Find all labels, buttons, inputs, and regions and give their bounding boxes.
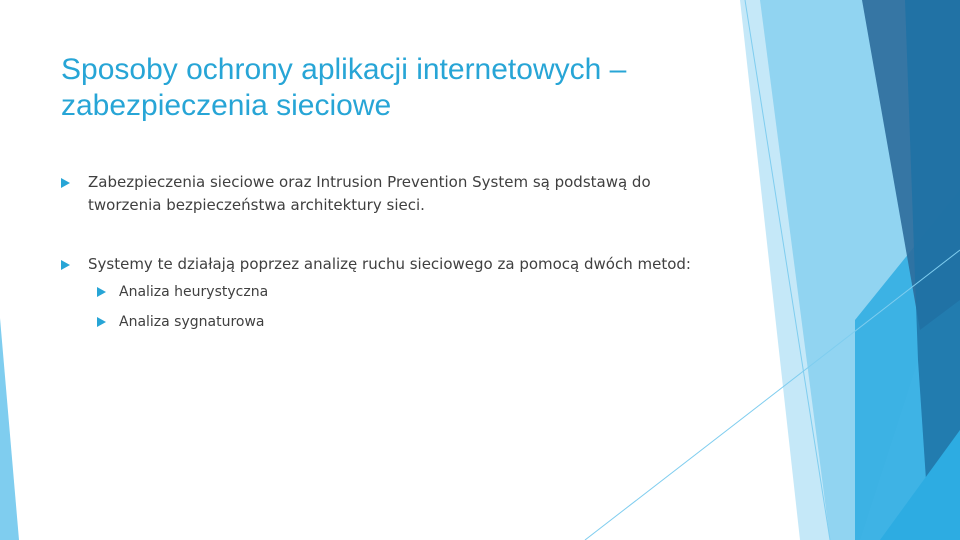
bullet-item bbox=[61, 171, 721, 217]
sub-bullet-item bbox=[88, 312, 721, 332]
sub-bullet-text: Analiza sygnaturowa bbox=[119, 314, 265, 330]
bullet-text: Zabezpieczenia sieciowe oraz Intrusion Prevention System są podstawą do tworzenia bezpieczeństwa architektury sieci. bbox=[88, 173, 651, 214]
slide-title: Sposoby ochrony aplikacji internetowych – zabezpieczenia sieciowe bbox=[61, 53, 627, 122]
bullet-item bbox=[61, 253, 721, 332]
sub-bullet-text: Analiza heurystyczna bbox=[119, 284, 269, 300]
triangle-right-icon bbox=[97, 317, 106, 327]
triangle-right-icon bbox=[97, 287, 106, 297]
sub-bullet-list bbox=[88, 282, 721, 332]
left-facet bbox=[0, 318, 19, 540]
bullet-list bbox=[61, 171, 721, 332]
triangle-right-icon bbox=[61, 260, 70, 270]
triangle-right-icon bbox=[61, 178, 70, 188]
sub-bullet-item bbox=[88, 282, 721, 302]
bullet-text: Systemy te działają poprzez analizę ruchu sieciowego za pomocą dwóch metod: bbox=[88, 255, 691, 273]
